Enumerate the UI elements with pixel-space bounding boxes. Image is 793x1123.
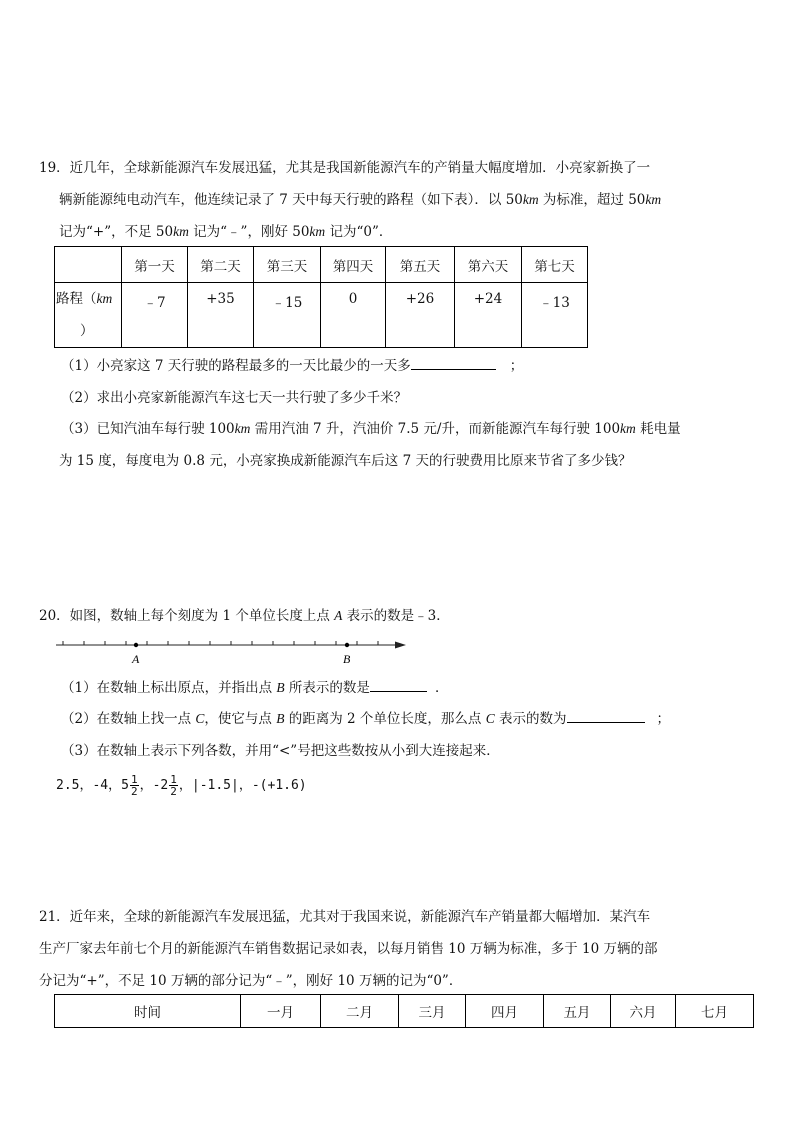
numbers-part-b: ，-2 bbox=[139, 778, 169, 793]
q19-sub1-text: （1）小亮家这 7 天行驶的路程最多的一天比最少的一天多 bbox=[61, 358, 411, 374]
q21-sales-table bbox=[54, 994, 754, 1028]
point-b-ref: B bbox=[276, 680, 285, 695]
unit-km: km bbox=[96, 291, 113, 306]
q19-text-line1: 19．近几年，全球新能源汽车发展迅猛，尤其是我国新能源汽车的产销量大幅度增加．小亮家新换了一 bbox=[39, 160, 651, 176]
table-header-cell: 七月 bbox=[676, 995, 754, 1028]
q20-sub2-part-a: （2）在数轴上找一点 bbox=[61, 711, 196, 727]
table-corner-cell bbox=[55, 247, 122, 283]
q20-sub2-part-b: ，使它与点 bbox=[204, 711, 277, 727]
q19-sub1 bbox=[61, 357, 523, 375]
q20-sub1 bbox=[61, 679, 448, 697]
table-header-cell: 四月 bbox=[466, 995, 544, 1028]
point-a-label: A bbox=[132, 652, 140, 666]
table-cell: +24 bbox=[455, 283, 522, 348]
table-cell: +26 bbox=[386, 283, 455, 348]
table-cell: ﹣13 bbox=[522, 283, 588, 348]
point-a-label: A bbox=[334, 608, 343, 623]
table-header-cell: 第七天 bbox=[522, 247, 588, 283]
table-header-cell: 时间 bbox=[55, 995, 241, 1028]
row-label-close: ） bbox=[80, 323, 94, 339]
table-cell: ﹣15 bbox=[254, 283, 321, 348]
q19-sub3-part-a: （3）已知汽油车每行驶 100 bbox=[61, 421, 235, 437]
table-cell: +35 bbox=[188, 283, 254, 348]
point-c-ref: C bbox=[195, 711, 205, 726]
punct: ． bbox=[434, 680, 449, 696]
table-header-cell: 二月 bbox=[321, 995, 399, 1028]
table-header-row bbox=[55, 247, 588, 283]
fraction-denominator: 2 bbox=[130, 785, 138, 798]
q19-line3-part-c: 记为“0”． bbox=[325, 224, 393, 240]
q19-text-line2 bbox=[59, 191, 661, 209]
table-cell: ﹣7 bbox=[122, 283, 188, 348]
fraction-one-half bbox=[169, 774, 178, 797]
q20-sub2 bbox=[61, 710, 670, 728]
punct: ； bbox=[509, 358, 524, 374]
q19-line3-part-a: 记为“+”，不足 50 bbox=[59, 224, 174, 240]
number-line-ticks bbox=[63, 641, 378, 645]
table-header-row bbox=[55, 995, 754, 1028]
answer-blank[interactable] bbox=[411, 357, 496, 370]
q21-text-line2: 生产厂家去年前七个月的新能源汽车销售数据记录如表，以每月销售 10 万辆为标准，多于 10 万辆的部 bbox=[39, 941, 658, 957]
unit-km: km bbox=[309, 224, 326, 239]
fraction-numerator: 1 bbox=[130, 773, 138, 786]
answer-blank[interactable] bbox=[370, 679, 427, 692]
number-line bbox=[54, 636, 414, 666]
table-header-cell: 三月 bbox=[399, 995, 466, 1028]
table-header-cell: 第二天 bbox=[188, 247, 254, 283]
q20-sub1-part-b: 所表示的数是 bbox=[284, 680, 370, 696]
point-a-dot bbox=[134, 643, 138, 647]
numbers-part-a: 2.5，-4，5 bbox=[56, 778, 129, 793]
q21-text-line3: 分记为“+”，不足 10 万辆的部分记为“﹣”，刚好 10 万辆的记为“0”． bbox=[39, 973, 463, 989]
point-b-label: B bbox=[343, 652, 351, 666]
point-b-dot bbox=[345, 643, 349, 647]
q19-sub2: （2）求出小亮家新能源汽车这七天一共行驶了多少千米？ bbox=[61, 390, 408, 406]
fraction-denominator: 2 bbox=[170, 785, 177, 798]
unit-km: km bbox=[620, 421, 636, 436]
q19-text-line3 bbox=[59, 223, 392, 241]
table-header-cell: 六月 bbox=[611, 995, 676, 1028]
q19-line2-part-a: 辆新能源纯电动汽车，他连续记录了 7 天中每天行驶的路程（如下表）．以 50 bbox=[59, 192, 523, 208]
numbers-part-c: ，|-1.5|，-(+1.6) bbox=[178, 778, 307, 793]
q19-line3-part-b: 记为“﹣”，刚好 50 bbox=[188, 224, 310, 240]
fraction-numerator: 1 bbox=[170, 773, 177, 786]
number-line-arrow bbox=[395, 642, 406, 649]
q19-sub3-line2: 为 15 度，每度电为 0.8 元，小亮家换成新能源汽车后这 7 天的行驶费用比原来节省了多少钱？ bbox=[59, 453, 632, 469]
unit-km: km bbox=[173, 224, 189, 239]
table-header-cell: 第四天 bbox=[321, 247, 386, 283]
q21-text-line1: 21．近年来，全球的新能源汽车发展迅猛，尤其对于我国来说，新能源汽车产销量都大幅增加．某汽车 bbox=[39, 909, 651, 925]
table-header-cell: 第六天 bbox=[455, 247, 522, 283]
row-label-text: 路程（ bbox=[56, 291, 97, 307]
q20-text-line1 bbox=[39, 607, 450, 625]
table-header-cell: 一月 bbox=[241, 995, 321, 1028]
table-cell: 0 bbox=[321, 283, 386, 348]
q19-distance-table bbox=[54, 246, 588, 348]
unit-km: km bbox=[234, 421, 251, 436]
unit-km: km bbox=[522, 192, 539, 207]
q19-sub3-part-c: 耗电量 bbox=[635, 421, 681, 437]
q19-sub3-part-b: 需用汽油 7 升，汽油价 7.5 元/升，而新能源汽车每行驶 100 bbox=[250, 421, 621, 437]
punct: ； bbox=[656, 711, 671, 727]
q20-sub1-part-a: （1）在数轴上标出原点，并指出点 bbox=[61, 680, 277, 696]
point-c-ref: C bbox=[485, 711, 495, 726]
table-header-cell: 五月 bbox=[544, 995, 611, 1028]
q20-sub3: （3）在数轴上表示下列各数，并用“<”号把这些数按从小到大连接起来． bbox=[61, 743, 500, 759]
row-label-distance bbox=[55, 283, 122, 348]
fraction-one-half bbox=[130, 774, 139, 797]
q19-line2-part-b: 为标准，超过 50 bbox=[538, 192, 646, 208]
q20-line1-part-b: 表示的数是﹣3． bbox=[342, 608, 450, 624]
q19-sub3 bbox=[61, 420, 681, 438]
answer-blank[interactable] bbox=[567, 710, 645, 723]
table-row bbox=[55, 283, 588, 348]
q20-sub2-part-d: 表示的数为 bbox=[494, 711, 567, 727]
table-header-cell: 第三天 bbox=[254, 247, 321, 283]
q20-line1-part-a: 20．如图，数轴上每个刻度为 1 个单位长度上点 bbox=[39, 608, 335, 624]
q20-number-list bbox=[56, 774, 307, 797]
q20-sub2-part-c: 的距离为 2 个单位长度，那么点 bbox=[284, 711, 486, 727]
table-header-cell: 第一天 bbox=[122, 247, 188, 283]
table-header-cell: 第五天 bbox=[386, 247, 455, 283]
unit-km: km bbox=[645, 192, 662, 207]
point-b-ref: B bbox=[276, 711, 285, 726]
